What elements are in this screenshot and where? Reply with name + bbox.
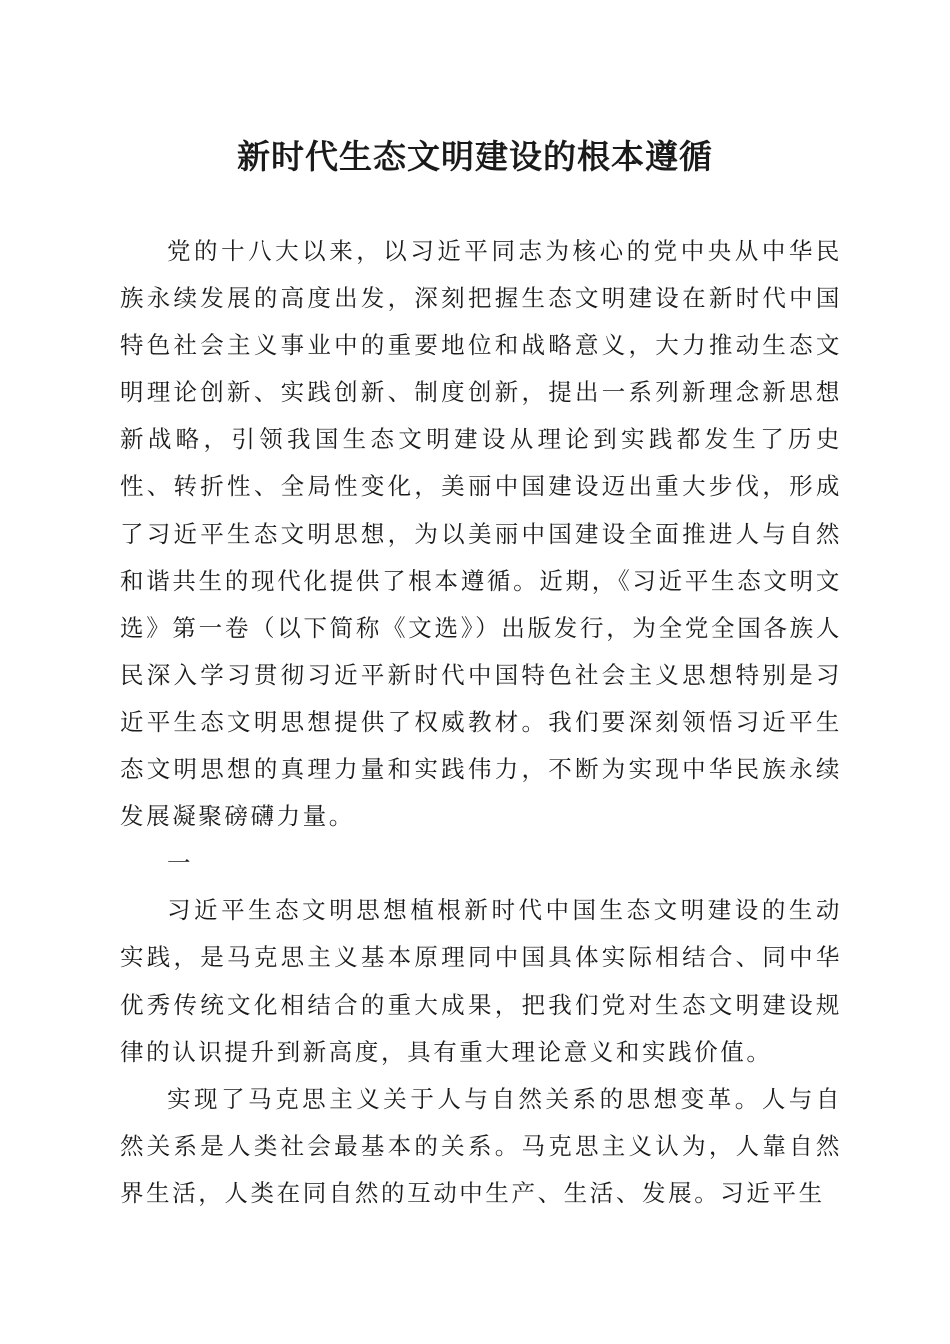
paragraph-section-one: 习近平生态文明思想植根新时代中国生态文明建设的生动实践，是马克思主义基本原理同中国具体实际相结合、同中华优秀传统文化相结合的重大成果，把我们党对生态文明建设规律的认识提升到新高度，具有重大理论意义和实践价值。 [120, 896, 842, 1066]
paragraph-intro: 党的十八大以来，以习近平同志为核心的党中央从中华民族永续发展的高度出发，深刻把握生态文明建设在新时代中国特色社会主义事业中的重要地位和战略意义，大力推动生态文明理论创新、实践创新、制度创新，提出一系列新理念新思想新战略，引领我国生态文明建设从理论到实践都发生了历史性、转折性、全局性变化，美丽中国建设迈出重大步伐，形成了习近平生态文明思想，为以美丽中国建设全面推进人与自然和谐共生的现代化提供了根本遵循。近期，《习近平生态文明文选》第一卷（以下简称《文选》）出版发行，为全党全国各族人民深入学习贯彻习近平新时代中国特色社会主义思想特别是习近平生态文明思想提供了权威教材。我们要深刻领悟习近平生态文明思想的真理力量和实践伟力，不断为实现中华民族永续发展凝聚磅礴力量。 [120, 237, 842, 831]
paragraph-marxism-transformation: 实现了马克思主义关于人与自然关系的思想变革。人与自然关系是人类社会最基本的关系。马克思主义认为，人靠自然界生活，人类在同自然的互动中生产、生活、发展。习近平生 [120, 1084, 842, 1207]
document-body [120, 228, 842, 1217]
section-heading-one: 一 [167, 849, 194, 878]
document-title: 新时代生态文明建设的根本遵循 [237, 137, 713, 176]
